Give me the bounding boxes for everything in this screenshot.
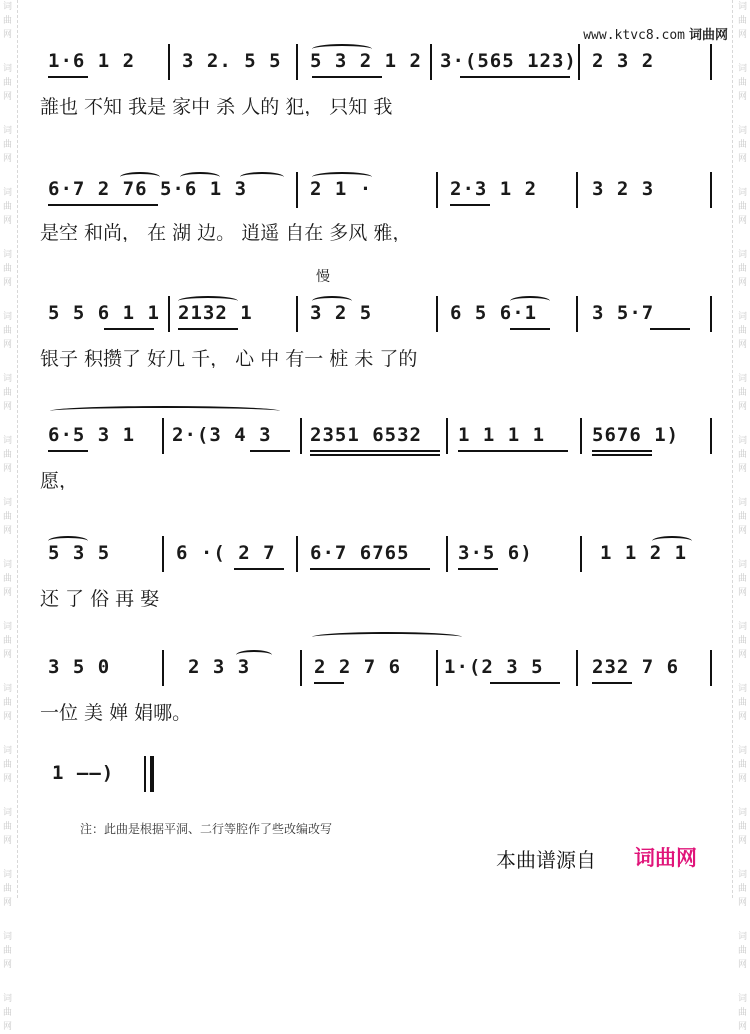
measure: 2 3 3 [188, 656, 251, 678]
barline [430, 44, 432, 80]
barline [580, 418, 582, 454]
barline [162, 418, 164, 454]
barline [710, 418, 712, 454]
measure: 3 2. 5 5 [182, 50, 282, 72]
measure: 3 5 0 [48, 656, 111, 678]
slur-arc [178, 296, 238, 306]
underline-beam [310, 450, 440, 452]
measure: 1 ——) [52, 762, 115, 784]
measure: 6 ·( 2 7 [176, 542, 276, 564]
underline-beam [458, 450, 568, 452]
underline-beam [48, 76, 88, 78]
measure: 2132 1 [178, 302, 253, 324]
slur-arc [236, 650, 272, 660]
measure: 5676 1) [592, 424, 680, 446]
barline [446, 536, 448, 572]
right-watermark-column: 词曲网 词曲网 词曲网 词曲网 词曲网 词曲网 词曲网 词曲网 词曲网 词曲网 词曲网 词曲网 词曲网 词曲网 词曲网 词曲网 词曲网 [732, 0, 747, 898]
measure: 3·5 6) [458, 542, 533, 564]
barline [296, 172, 298, 208]
source-brand: 词曲网 [634, 846, 697, 870]
barline [296, 44, 298, 80]
measure: 3·(565 123) [440, 50, 577, 72]
measure: 6·7 6765 [310, 542, 410, 564]
measure: 3 2 5 [310, 302, 373, 324]
notes-row [40, 756, 720, 796]
barline [162, 650, 164, 686]
barline [300, 418, 302, 454]
underline-beam [234, 568, 284, 570]
measure: 1·6 1 2 [48, 50, 136, 72]
measure: 2 1 · [310, 178, 373, 200]
measure: 3 5·7 [592, 302, 655, 324]
measure: 5 5 6 1 1 [48, 302, 160, 324]
barline [710, 172, 712, 208]
notes-row [40, 650, 720, 690]
slur-arc [312, 296, 352, 306]
measure: 2·3 1 2 [450, 178, 538, 200]
barline [710, 296, 712, 332]
notes-row [40, 44, 720, 84]
final-barline-thick [150, 756, 154, 792]
measure: 6·5 3 1 [48, 424, 136, 446]
lyrics-line: 誰也 不知 我是 家中 杀 人的 犯， 只知 我 [40, 96, 393, 116]
underline-beam [592, 454, 652, 456]
underline-beam [48, 450, 88, 452]
barline [296, 536, 298, 572]
measure: 5 3 2 1 2 [310, 50, 422, 72]
barline [576, 172, 578, 208]
slur-arc [312, 44, 372, 54]
slur-arc [652, 536, 692, 546]
left-watermark-column: 词曲网 词曲网 词曲网 词曲网 词曲网 词曲网 词曲网 词曲网 词曲网 词曲网 词曲网 词曲网 词曲网 词曲网 词曲网 词曲网 词曲网 [3, 0, 18, 898]
lyrics-line: 银子 积攒了 好几 千， 心 中 有一 桩 未 了的 [40, 348, 418, 368]
slur-arc [120, 172, 160, 182]
barline [296, 296, 298, 332]
slur-arc [48, 536, 88, 546]
barline [576, 296, 578, 332]
notes-row [40, 296, 720, 336]
barline [446, 418, 448, 454]
measure: 2 2 7 6 [314, 656, 402, 678]
slur-arc [312, 172, 372, 182]
underline-beam [312, 76, 382, 78]
slur-arc [510, 296, 550, 306]
measure: 232 7 6 [592, 656, 680, 678]
measure: 2·(3 4 3 [172, 424, 272, 446]
underline-beam [490, 682, 560, 684]
barline [436, 296, 438, 332]
barline [578, 44, 580, 80]
slur-arc [240, 172, 284, 182]
tempo-marking: 慢 [316, 269, 330, 285]
top-watermark: www.ktvc8.com 词曲网 [583, 28, 728, 43]
measure: 5 3 5 [48, 542, 111, 564]
underline-beam [250, 450, 290, 452]
barline [436, 650, 438, 686]
measure: 2 3 2 [592, 50, 655, 72]
underline-beam [592, 450, 652, 452]
lyrics-line: 是空 和尚， 在 湖 边。 逍遥 自在 多风 雅， [40, 222, 412, 242]
underline-beam [510, 328, 550, 330]
measure: 3 2 3 [592, 178, 655, 200]
footnote: 注：此曲是根据平洞、二行等腔作了些改编改写 [80, 822, 333, 836]
measure: 1·(2 3 5 [444, 656, 544, 678]
barline [710, 650, 712, 686]
final-barline-thin [144, 756, 146, 792]
underline-beam [460, 76, 570, 78]
underline-beam [458, 568, 498, 570]
measure: 6·7 2 76 5·6 1 3 [48, 178, 248, 200]
slur-arc [180, 172, 220, 182]
underline-beam [48, 204, 158, 206]
underline-beam [314, 682, 344, 684]
lyrics-line: 还 了 俗 再 娶 [40, 588, 160, 608]
source-label: 本曲谱源自 [496, 848, 596, 872]
tie-arc [312, 632, 462, 642]
barline [580, 536, 582, 572]
underline-beam [592, 682, 632, 684]
barline [710, 44, 712, 80]
barline [436, 172, 438, 208]
barline [162, 536, 164, 572]
barline [576, 650, 578, 686]
barline [300, 650, 302, 686]
notes-row [40, 536, 720, 576]
barline [168, 296, 170, 332]
tie-arc [50, 406, 280, 416]
lyrics-line: 愿， [40, 470, 79, 490]
underline-beam [650, 328, 690, 330]
lyrics-line: 一位 美 婵 娟哪。 [40, 702, 192, 722]
underline-beam [178, 328, 238, 330]
barline [168, 44, 170, 80]
measure: 1 1 2 1 [600, 542, 688, 564]
underline-beam [450, 204, 490, 206]
notes-row [40, 418, 720, 458]
measure: 6 5 6·1 [450, 302, 538, 324]
underline-beam [104, 328, 154, 330]
underline-beam [310, 568, 430, 570]
measure: 1 1 1 1 [458, 424, 546, 446]
measure: 2351 6532 [310, 424, 422, 446]
underline-beam [310, 454, 440, 456]
notes-row [40, 172, 720, 212]
